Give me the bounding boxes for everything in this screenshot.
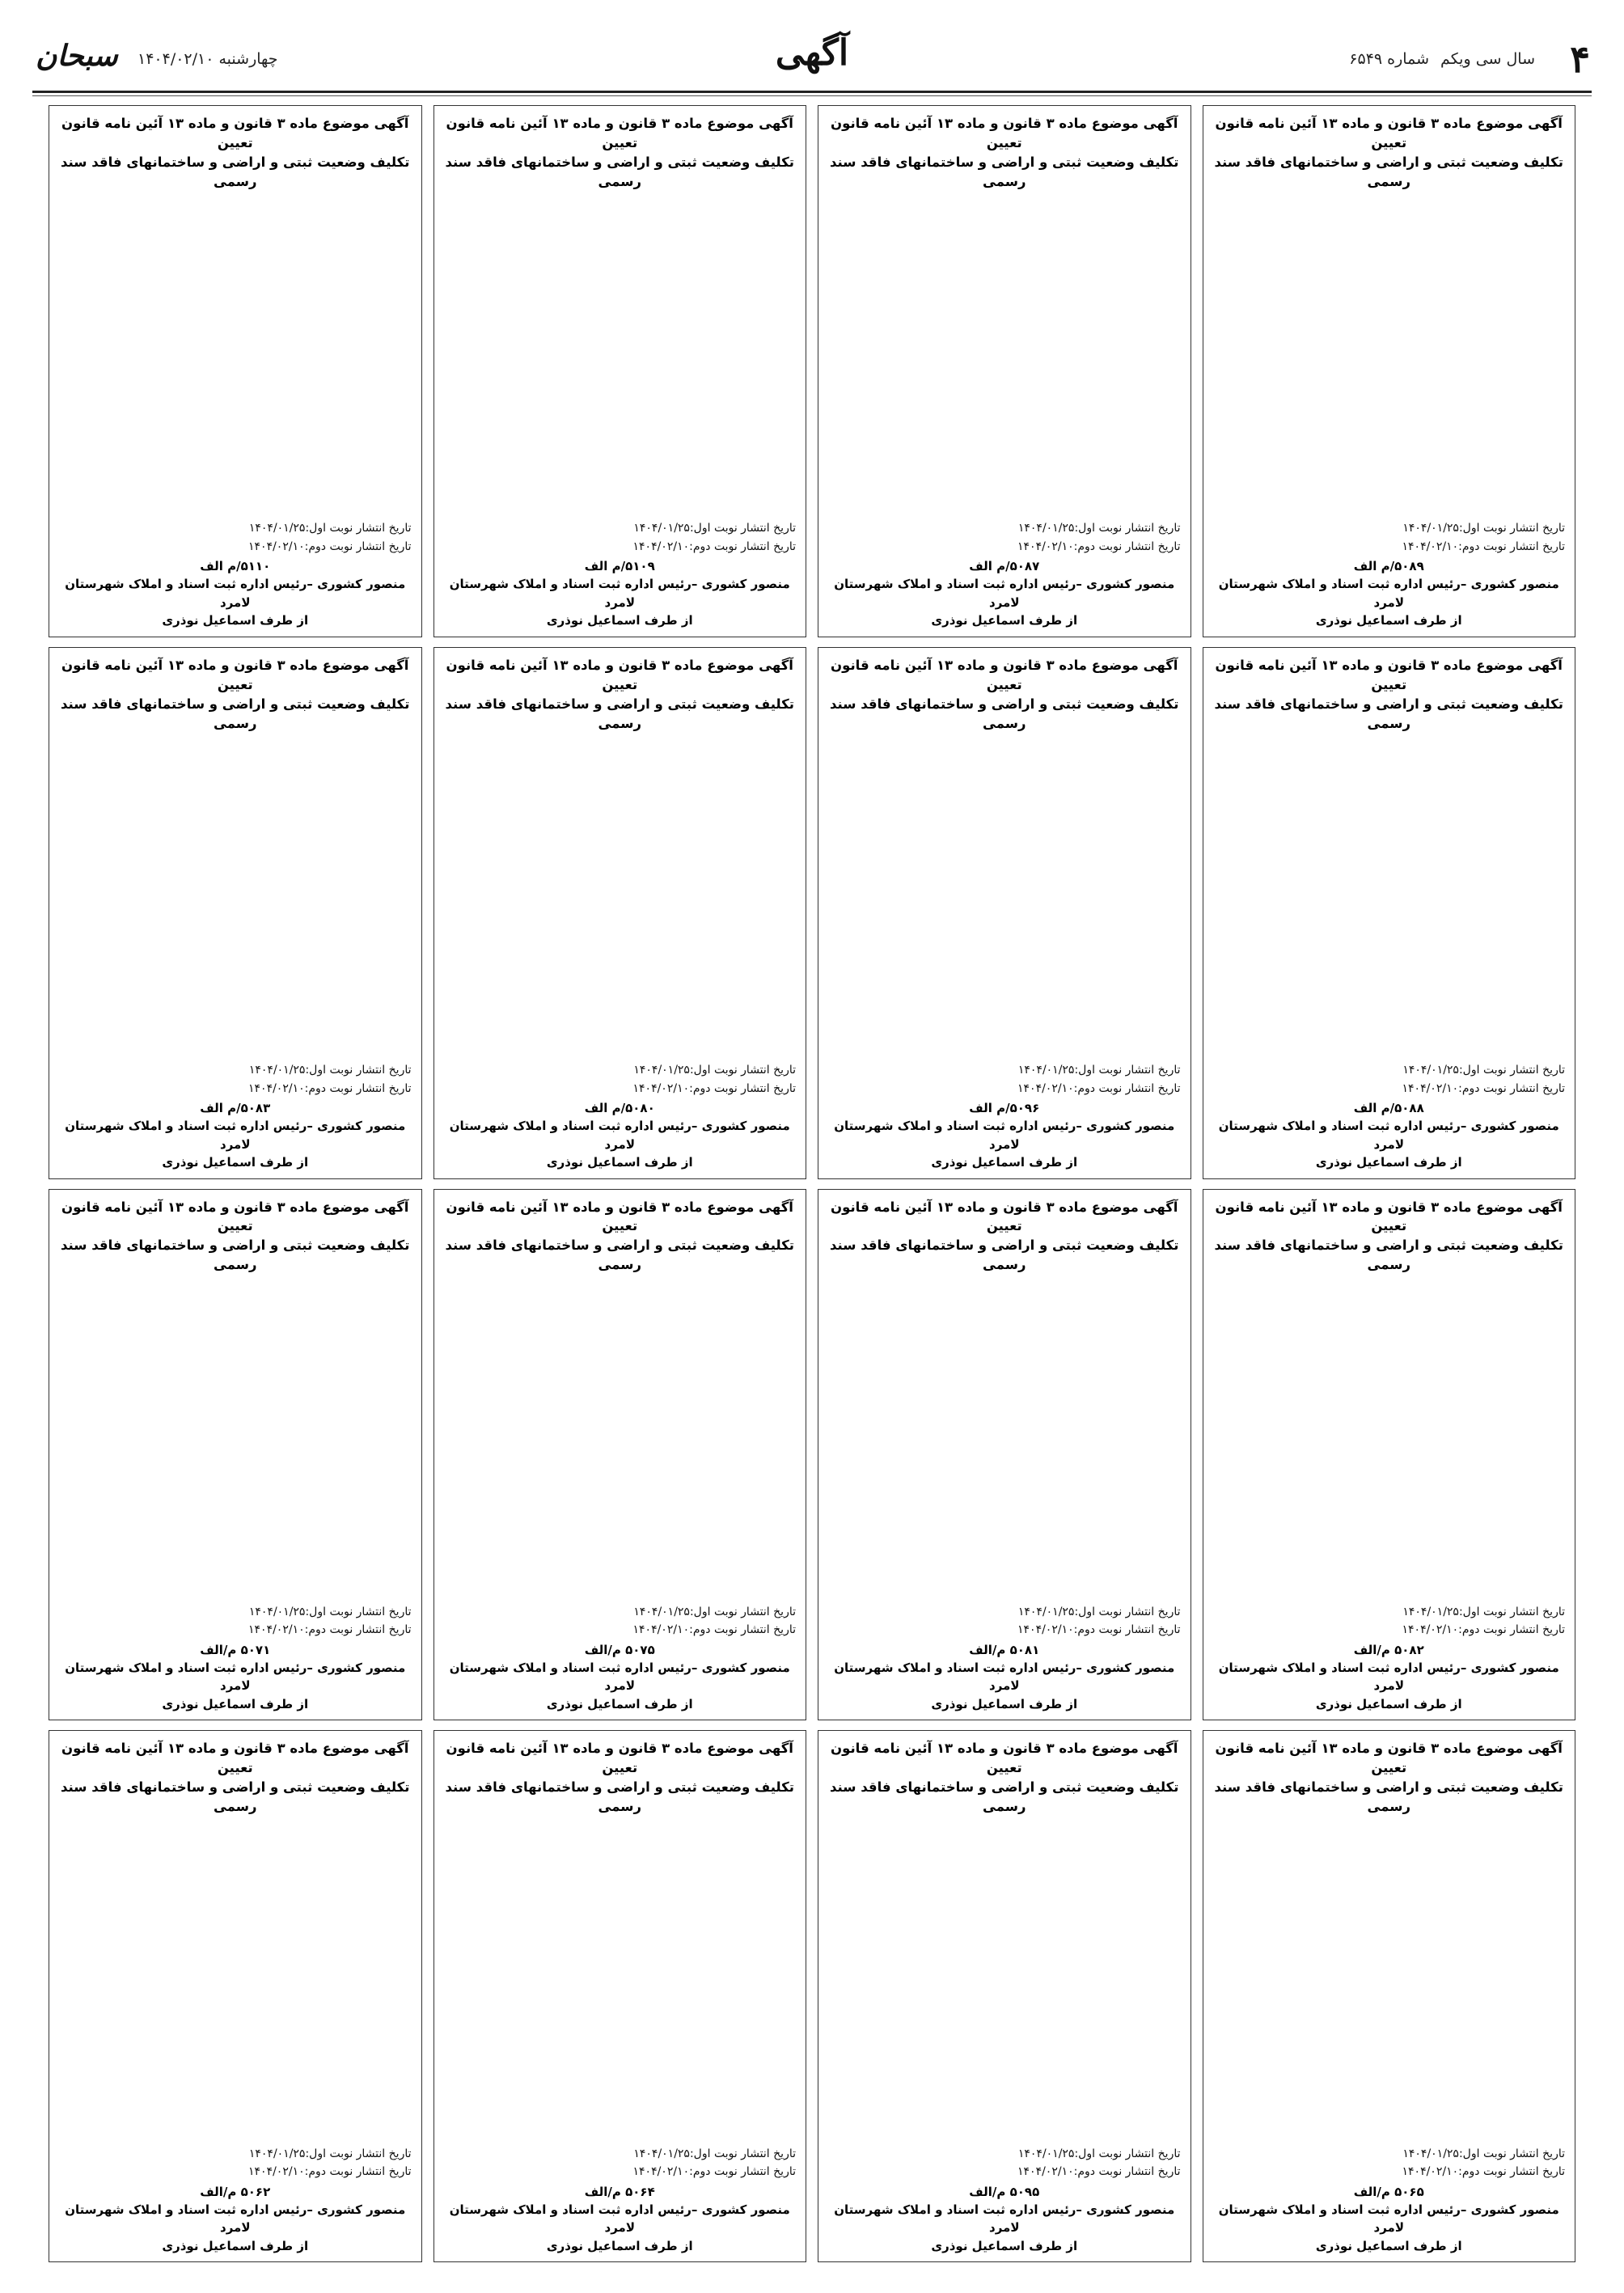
second-publication-date: تاریخ انتشار نوبت دوم:۱۴۰۴/۰۲/۱۰: [248, 2165, 412, 2179]
notice-signature: [828, 575, 1181, 630]
publication-dates: [828, 2145, 1181, 2181]
second-publication-date: تاریخ انتشار نوبت دوم:۱۴۰۴/۰۲/۱۰: [632, 1623, 796, 1637]
signatory-name: منصور کشوری –رئیس اداره ثبت اسناد و املاک شهرستان لامرد: [65, 1119, 406, 1152]
notice-reference-code: ۵۰۶۴ م/الف: [584, 2184, 655, 2199]
signatory-name: منصور کشوری –رئیس اداره ثبت اسناد و املاک شهرستان لامرد: [1218, 577, 1559, 610]
notice-box: [49, 1730, 422, 2262]
notice-body: [444, 738, 797, 1058]
section-title: آگهی: [775, 32, 849, 74]
notice-title: آگهی موضوع ماده ۳ قانون و ماده ۱۳ آئین نامه قانون تعیین تکلیف وضعیت ثبتی و اراضی و ساختمانهای فاقد سند رسمی: [830, 1199, 1179, 1273]
issue-meta: [1343, 50, 1535, 68]
publication-dates: [828, 519, 1181, 556]
signatory-name: منصور کشوری –رئیس اداره ثبت اسناد و املاک شهرستان لامرد: [449, 1119, 790, 1152]
notice-box: [818, 105, 1191, 637]
notice-signature: [1213, 1659, 1566, 1714]
publication-dates: [59, 1061, 412, 1098]
notice-reference-code: ۵۱۱۰/م الف: [200, 559, 271, 574]
second-publication-date: تاریخ انتشار نوبت دوم:۱۴۰۴/۰۲/۱۰: [248, 539, 412, 553]
notice-signature: [444, 2201, 797, 2256]
second-publication-date: تاریخ انتشار نوبت دوم:۱۴۰۴/۰۲/۱۰: [632, 539, 796, 553]
first-publication-date: تاریخ انتشار نوبت اول:۱۴۰۴/۰۱/۲۵: [1402, 1605, 1565, 1618]
signatory-name: منصور کشوری –رئیس اداره ثبت اسناد و املاک شهرستان لامرد: [449, 577, 790, 610]
first-publication-date: تاریخ انتشار نوبت اول:۱۴۰۴/۰۱/۲۵: [1402, 1064, 1565, 1077]
notice-body: [444, 197, 797, 517]
notice-signature: [1213, 2201, 1566, 2256]
notice-body: [1213, 1821, 1566, 2142]
notice-body: [828, 1821, 1181, 2142]
second-publication-date: تاریخ انتشار نوبت دوم:۱۴۰۴/۰۲/۱۰: [1402, 1623, 1565, 1637]
notice-box: [1203, 1189, 1576, 1721]
notice-reference-code: ۵۰۸۸/م الف: [1353, 1101, 1424, 1115]
signatory-delegate: از طرف اسماعیل نوذری: [546, 2238, 693, 2253]
newspaper-logo: سبحان: [36, 39, 118, 73]
publication-dates: [444, 1061, 797, 1098]
notice-reference-code: ۵۰۸۱ م/الف: [969, 1642, 1040, 1657]
signatory-delegate: از طرف اسماعیل نوذری: [1315, 1155, 1462, 1170]
notice-body: [59, 1280, 412, 1600]
notice-signature: [828, 2201, 1181, 2256]
notice-box: [1203, 105, 1576, 637]
notice-title: آگهی موضوع ماده ۳ قانون و ماده ۱۳ آئین نامه قانون تعیین تکلیف وضعیت ثبتی و اراضی و ساختمانهای فاقد سند رسمی: [830, 116, 1179, 189]
second-publication-date: تاریخ انتشار نوبت دوم:۱۴۰۴/۰۲/۱۰: [248, 1081, 412, 1095]
notice-title: آگهی موضوع ماده ۳ قانون و ماده ۱۳ آئین نامه قانون تعیین تکلیف وضعیت ثبتی و اراضی و ساختمانهای فاقد سند رسمی: [1214, 1741, 1563, 1815]
notice-title: آگهی موضوع ماده ۳ قانون و ماده ۱۳ آئین نامه قانون تعیین تکلیف وضعیت ثبتی و اراضی و ساختمانهای فاقد سند رسمی: [445, 1741, 794, 1815]
first-publication-date: تاریخ انتشار نوبت اول:۱۴۰۴/۰۱/۲۵: [633, 2147, 796, 2160]
signatory-delegate: از طرف اسماعیل نوذری: [931, 613, 1078, 628]
second-publication-date: تاریخ انتشار نوبت دوم:۱۴۰۴/۰۲/۱۰: [248, 1623, 412, 1637]
notices-grid: [49, 105, 1575, 2262]
notice-title: آگهی موضوع ماده ۳ قانون و ماده ۱۳ آئین نامه قانون تعیین تکلیف وضعیت ثبتی و اراضی و ساختمانهای فاقد سند رسمی: [1214, 116, 1563, 189]
notice-body: [1213, 738, 1566, 1058]
publication-dates: [59, 2145, 412, 2181]
signatory-delegate: از طرف اسماعیل نوذری: [162, 1696, 309, 1711]
publication-dates: [444, 519, 797, 556]
signatory-name: منصور کشوری –رئیس اداره ثبت اسناد و املاک شهرستان لامرد: [834, 1119, 1175, 1152]
notice-signature: [828, 1659, 1181, 1714]
notice-title: آگهی موضوع ماده ۳ قانون و ماده ۱۳ آئین نامه قانون تعیین تکلیف وضعیت ثبتی و اراضی و ساختمانهای فاقد سند رسمی: [61, 1199, 410, 1273]
notice-title: آگهی موضوع ماده ۳ قانون و ماده ۱۳ آئین نامه قانون تعیین تکلیف وضعیت ثبتی و اراضی و ساختمانهای فاقد سند رسمی: [1214, 1199, 1563, 1273]
notice-box: [433, 105, 807, 637]
notice-body: [1213, 197, 1566, 517]
second-publication-date: تاریخ انتشار نوبت دوم:۱۴۰۴/۰۲/۱۰: [1017, 539, 1181, 553]
signatory-name: منصور کشوری –رئیس اداره ثبت اسناد و املاک شهرستان لامرد: [834, 577, 1175, 610]
notice-box: [818, 647, 1191, 1179]
signatory-delegate: از طرف اسماعیل نوذری: [546, 1696, 693, 1711]
notice-title: آگهی موضوع ماده ۳ قانون و ماده ۱۳ آئین نامه قانون تعیین تکلیف وضعیت ثبتی و اراضی و ساختمانهای فاقد سند رسمی: [1214, 657, 1563, 731]
signatory-name: منصور کشوری –رئیس اداره ثبت اسناد و املاک شهرستان لامرد: [1218, 2202, 1559, 2235]
notice-body: [59, 738, 412, 1058]
notice-body: [828, 197, 1181, 517]
notice-signature: [59, 1659, 412, 1714]
signatory-name: منصور کشوری –رئیس اداره ثبت اسناد و املاک شهرستان لامرد: [65, 577, 406, 610]
notice-box: [1203, 647, 1576, 1179]
notice-signature: [1213, 1117, 1566, 1172]
notice-title: آگهی موضوع ماده ۳ قانون و ماده ۱۳ آئین نامه قانون تعیین تکلیف وضعیت ثبتی و اراضی و ساختمانهای فاقد سند رسمی: [445, 1199, 794, 1273]
notice-title: آگهی موضوع ماده ۳ قانون و ماده ۱۳ آئین نامه قانون تعیین تکلیف وضعیت ثبتی و اراضی و ساختمانهای فاقد سند رسمی: [445, 657, 794, 731]
second-publication-date: تاریخ انتشار نوبت دوم:۱۴۰۴/۰۲/۱۰: [1402, 539, 1565, 553]
notice-reference-code: ۵۰۸۹/م الف: [1353, 559, 1424, 574]
second-publication-date: تاریخ انتشار نوبت دوم:۱۴۰۴/۰۲/۱۰: [1017, 2165, 1181, 2179]
notice-body: [828, 738, 1181, 1058]
notice-box: [433, 1730, 807, 2262]
signatory-name: منصور کشوری –رئیس اداره ثبت اسناد و املاک شهرستان لامرد: [65, 1660, 406, 1694]
publication-dates: [444, 1603, 797, 1639]
notice-body: [444, 1280, 797, 1600]
notice-body: [828, 1280, 1181, 1600]
notice-box: [1203, 1730, 1576, 2262]
notice-reference-code: ۵۰۷۵ م/الف: [584, 1642, 655, 1657]
signatory-delegate: از طرف اسماعیل نوذری: [931, 2238, 1078, 2253]
notice-reference-code: ۵۰۸۷/م الف: [969, 559, 1040, 574]
first-publication-date: تاریخ انتشار نوبت اول:۱۴۰۴/۰۱/۲۵: [1402, 522, 1565, 535]
first-publication-date: تاریخ انتشار نوبت اول:۱۴۰۴/۰۱/۲۵: [633, 1605, 796, 1618]
publication-dates: [1213, 1603, 1566, 1639]
notice-box: [818, 1730, 1191, 2262]
signatory-name: منصور کشوری –رئیس اداره ثبت اسناد و املاک شهرستان لامرد: [449, 1660, 790, 1694]
first-publication-date: تاریخ انتشار نوبت اول:۱۴۰۴/۰۱/۲۵: [248, 1605, 412, 1618]
publication-dates: [828, 1061, 1181, 1098]
signatory-name: منصور کشوری –رئیس اداره ثبت اسناد و املاک شهرستان لامرد: [1218, 1119, 1559, 1152]
first-publication-date: تاریخ انتشار نوبت اول:۱۴۰۴/۰۱/۲۵: [1017, 1064, 1181, 1077]
masthead-rule-thin: [32, 95, 1592, 96]
notice-signature: [444, 1659, 797, 1714]
notice-reference-code: ۵۰۶۵ م/الف: [1353, 2184, 1424, 2199]
notice-reference-code: ۵۰۸۰/م الف: [584, 1101, 655, 1115]
publication-dates: [59, 519, 412, 556]
notice-box: [433, 1189, 807, 1721]
notice-box: [49, 647, 422, 1179]
first-publication-date: تاریخ انتشار نوبت اول:۱۴۰۴/۰۱/۲۵: [1017, 522, 1181, 535]
first-publication-date: تاریخ انتشار نوبت اول:۱۴۰۴/۰۱/۲۵: [1017, 2147, 1181, 2160]
notice-box: [49, 1189, 422, 1721]
notice-body: [59, 1821, 412, 2142]
signatory-name: منصور کشوری –رئیس اداره ثبت اسناد و املاک شهرستان لامرد: [65, 2202, 406, 2235]
notice-title: آگهی موضوع ماده ۳ قانون و ماده ۱۳ آئین نامه قانون تعیین تکلیف وضعیت ثبتی و اراضی و ساختمانهای فاقد سند رسمی: [830, 657, 1179, 731]
second-publication-date: تاریخ انتشار نوبت دوم:۱۴۰۴/۰۲/۱۰: [1402, 1081, 1565, 1095]
notice-signature: [444, 575, 797, 630]
publication-dates: [1213, 519, 1566, 556]
signatory-delegate: از طرف اسماعیل نوذری: [162, 1155, 309, 1170]
second-publication-date: تاریخ انتشار نوبت دوم:۱۴۰۴/۰۲/۱۰: [1017, 1623, 1181, 1637]
notice-title: آگهی موضوع ماده ۳ قانون و ماده ۱۳ آئین نامه قانون تعیین تکلیف وضعیت ثبتی و اراضی و ساختمانهای فاقد سند رسمی: [61, 1741, 410, 1815]
signatory-delegate: از طرف اسماعیل نوذری: [1315, 1696, 1462, 1711]
page-number: ۴: [1570, 37, 1590, 81]
publication-dates: [1213, 1061, 1566, 1098]
notice-reference-code: ۵۰۶۲ م/الف: [200, 2184, 271, 2199]
issue-label: شماره ۶۵۴۹: [1349, 50, 1429, 68]
notice-title: آگهی موضوع ماده ۳ قانون و ماده ۱۳ آئین نامه قانون تعیین تکلیف وضعیت ثبتی و اراضی و ساختمانهای فاقد سند رسمی: [445, 116, 794, 189]
first-publication-date: تاریخ انتشار نوبت اول:۱۴۰۴/۰۱/۲۵: [633, 522, 796, 535]
notice-box: [818, 1189, 1191, 1721]
notice-signature: [59, 575, 412, 630]
publication-dates: [59, 1603, 412, 1639]
signatory-name: منصور کشوری –رئیس اداره ثبت اسناد و املاک شهرستان لامرد: [1218, 1660, 1559, 1694]
signatory-delegate: از طرف اسماعیل نوذری: [162, 2238, 309, 2253]
first-publication-date: تاریخ انتشار نوبت اول:۱۴۰۴/۰۱/۲۵: [248, 522, 412, 535]
first-publication-date: تاریخ انتشار نوبت اول:۱۴۰۴/۰۱/۲۵: [1402, 2147, 1565, 2160]
notice-title: آگهی موضوع ماده ۳ قانون و ماده ۱۳ آئین نامه قانون تعیین تکلیف وضعیت ثبتی و اراضی و ساختمانهای فاقد سند رسمی: [830, 1741, 1179, 1815]
notice-signature: [59, 2201, 412, 2256]
notice-body: [1213, 1280, 1566, 1600]
notice-signature: [444, 1117, 797, 1172]
first-publication-date: تاریخ انتشار نوبت اول:۱۴۰۴/۰۱/۲۵: [633, 1064, 796, 1077]
second-publication-date: تاریخ انتشار نوبت دوم:۱۴۰۴/۰۲/۱۰: [1402, 2165, 1565, 2179]
issue-date: چهارشنبه ۱۴۰۴/۰۲/۱۰: [137, 50, 278, 68]
notice-reference-code: ۵۰۹۶/م الف: [969, 1101, 1040, 1115]
signatory-delegate: از طرف اسماعیل نوذری: [931, 1155, 1078, 1170]
publication-dates: [1213, 2145, 1566, 2181]
notice-reference-code: ۵۰۸۳/م الف: [200, 1101, 271, 1115]
masthead: [32, 32, 1592, 95]
notice-signature: [59, 1117, 412, 1172]
first-publication-date: تاریخ انتشار نوبت اول:۱۴۰۴/۰۱/۲۵: [1017, 1605, 1181, 1618]
second-publication-date: تاریخ انتشار نوبت دوم:۱۴۰۴/۰۲/۱۰: [1017, 1081, 1181, 1095]
notice-body: [59, 197, 412, 517]
signatory-delegate: از طرف اسماعیل نوذری: [162, 613, 309, 628]
signatory-delegate: از طرف اسماعیل نوذری: [546, 613, 693, 628]
publication-dates: [444, 2145, 797, 2181]
first-publication-date: تاریخ انتشار نوبت اول:۱۴۰۴/۰۱/۲۵: [248, 1064, 412, 1077]
signatory-delegate: از طرف اسماعیل نوذری: [546, 1155, 693, 1170]
signatory-name: منصور کشوری –رئیس اداره ثبت اسناد و املاک شهرستان لامرد: [834, 1660, 1175, 1694]
signatory-delegate: از طرف اسماعیل نوذری: [1315, 2238, 1462, 2253]
notice-reference-code: ۵۰۸۲ م/الف: [1353, 1642, 1424, 1657]
year-label: سال سی ویکم: [1440, 50, 1535, 68]
notice-reference-code: ۵۰۷۱ م/الف: [200, 1642, 271, 1657]
first-publication-date: تاریخ انتشار نوبت اول:۱۴۰۴/۰۱/۲۵: [248, 2147, 412, 2160]
notice-signature: [828, 1117, 1181, 1172]
second-publication-date: تاریخ انتشار نوبت دوم:۱۴۰۴/۰۲/۱۰: [632, 2165, 796, 2179]
second-publication-date: تاریخ انتشار نوبت دوم:۱۴۰۴/۰۲/۱۰: [632, 1081, 796, 1095]
notice-title: آگهی موضوع ماده ۳ قانون و ماده ۱۳ آئین نامه قانون تعیین تکلیف وضعیت ثبتی و اراضی و ساختمانهای فاقد سند رسمی: [61, 116, 410, 189]
notice-title: آگهی موضوع ماده ۳ قانون و ماده ۱۳ آئین نامه قانون تعیین تکلیف وضعیت ثبتی و اراضی و ساختمانهای فاقد سند رسمی: [61, 657, 410, 731]
notice-box: [433, 647, 807, 1179]
notice-box: [49, 105, 422, 637]
notice-signature: [1213, 575, 1566, 630]
notice-reference-code: ۵۰۹۵ م/الف: [969, 2184, 1040, 2199]
notice-reference-code: ۵۱۰۹/م الف: [584, 559, 655, 574]
signatory-name: منصور کشوری –رئیس اداره ثبت اسناد و املاک شهرستان لامرد: [834, 2202, 1175, 2235]
signatory-delegate: از طرف اسماعیل نوذری: [1315, 613, 1462, 628]
signatory-name: منصور کشوری –رئیس اداره ثبت اسناد و املاک شهرستان لامرد: [449, 2202, 790, 2235]
notice-body: [444, 1821, 797, 2142]
publication-dates: [828, 1603, 1181, 1639]
signatory-delegate: از طرف اسماعیل نوذری: [931, 1696, 1078, 1711]
masthead-rule: [32, 91, 1592, 93]
